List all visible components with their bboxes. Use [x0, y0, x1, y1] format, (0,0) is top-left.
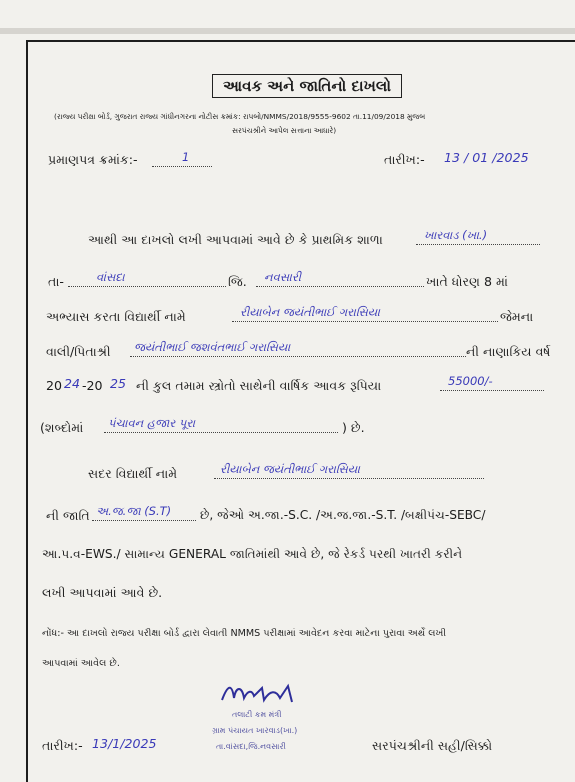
guardian-field	[130, 340, 466, 357]
talati-signature	[218, 680, 298, 708]
stamp-line-3: તા.વાંસદા,જિ.નવસારી	[216, 742, 286, 751]
caste-options-line-1: છે, જેઓ અ.જા.-S.C. /અ.જ.જા.-S.T. /બક્ષીપંચ-SEBC/	[200, 508, 486, 522]
caste-label: ની જાતિ	[46, 508, 90, 523]
stamp-line-1: તલાટી કમ મંત્રી	[232, 710, 282, 719]
scan-shadow-bar	[0, 28, 575, 34]
words-label: (શબ્દોમાં	[40, 420, 84, 435]
taluka-label: તા-	[48, 274, 64, 289]
caste-options-line-3: લખી આપવામાં આવે છે.	[42, 585, 163, 600]
body-line-3-end: જેમના	[500, 309, 534, 324]
words-end: ) છે.	[342, 420, 365, 435]
income-field	[440, 374, 544, 391]
caste-options-line-2: આ.પ.વ-EWS./ સામાન્ય GENERAL જાતિમાંથી આવે છે, જે રેકર્ડ પરથી ખાતરી કરીને	[42, 547, 463, 561]
words-field	[104, 416, 338, 433]
year-from-value: 24	[64, 376, 81, 391]
words-value: પંચાવન હજાર પૂરા	[108, 416, 196, 430]
cert-no-value: 1	[182, 150, 190, 164]
date-value: 13 / 01 /2025	[444, 150, 529, 165]
footer-date-value: 13/1/2025	[92, 736, 157, 751]
student-name-field	[232, 305, 498, 322]
subtitle-line-2: સરપંચશ્રીને આપેલ સત્તાના આધારે)	[232, 126, 337, 135]
student-label: સદર વિદ્યાર્થી નામે	[88, 466, 178, 481]
cert-no-field	[152, 150, 212, 167]
district-label: જિ.	[228, 274, 247, 289]
guardian-line-end: ની નાણાકિય વર્ષ	[466, 344, 551, 359]
footer-date-label: તારીખ:-	[42, 738, 83, 753]
income-text: ની કુલ તમામ સ્ત્રોતો સાથેની વાર્ષિક આવક રૂપિયા	[136, 378, 382, 393]
cert-no-label: પ્રમાણપત્ર ક્રમાંક:-	[48, 152, 138, 167]
subtitle-line-1: (રાજ્ય પરીક્ષા બોર્ડ, ગુજરાત રાજ્ય ગાંધીનગરના નોટીસ ક્રમાંક: રાપબો/NMMS/2018/9555-9602 તા.11/09/2018 મુજબ	[54, 112, 426, 121]
income-value: 55000/-	[448, 374, 493, 388]
year-mid: -20	[82, 378, 103, 393]
school-field	[416, 228, 540, 245]
student-name-value-2: રીયાબેન જયંતીભાઈ ગરાસિયા	[220, 462, 360, 476]
district-value: નવસારી	[264, 270, 302, 284]
certificate-title: આવક અને જાતિનો દાખલો	[212, 74, 402, 98]
student-name-value: રીયાબેન જયંતીભાઈ ગરાસિયા	[240, 305, 380, 319]
caste-field	[92, 504, 196, 521]
note-line-2: આપવામાં આવેલ છે.	[42, 658, 120, 669]
note-line-1: નોંધ:- આ દાખલો રાજ્ય પરીક્ષા બોર્ડ દ્વારા લેવાતી NMMS પરીક્ષામાં આવેદન કરવા માટેના પુરાવા અર્થે લખી	[42, 628, 447, 639]
sarpanch-sign-label: સરપંચશ્રીની સહી/સિક્કો	[372, 738, 493, 753]
taluka-value: વાંસદા	[96, 270, 125, 284]
body-line-2-end: ખાતે ધોરણ 8 માં	[426, 274, 508, 289]
district-field	[256, 270, 424, 287]
year-prefix: 20	[46, 378, 63, 393]
date-label: તારીખ:-	[384, 152, 425, 167]
guardian-value: જયંતીભાઈ જશવંતભાઈ ગરાસિયા	[134, 340, 291, 354]
student-name-field-2	[214, 462, 484, 479]
school-value: ખારવાડ (ખા.)	[424, 228, 488, 242]
guardian-label: વાલી/પિતાશ્રી	[46, 344, 111, 359]
caste-value: અ.જ.જા (S.T)	[96, 504, 172, 518]
taluka-field	[68, 270, 226, 287]
body-line-1: આથી આ દાખલો લખી આપવામાં આવે છે કે પ્રાથમિક શાળા	[88, 232, 383, 247]
year-to-value: 25	[110, 376, 127, 391]
body-line-3-start: અભ્યાસ કરતા વિદ્યાર્થી નામે	[46, 309, 186, 324]
stamp-line-2: ગ્રામ પંચાયત ખારવાડ(ખા.)	[212, 726, 298, 735]
